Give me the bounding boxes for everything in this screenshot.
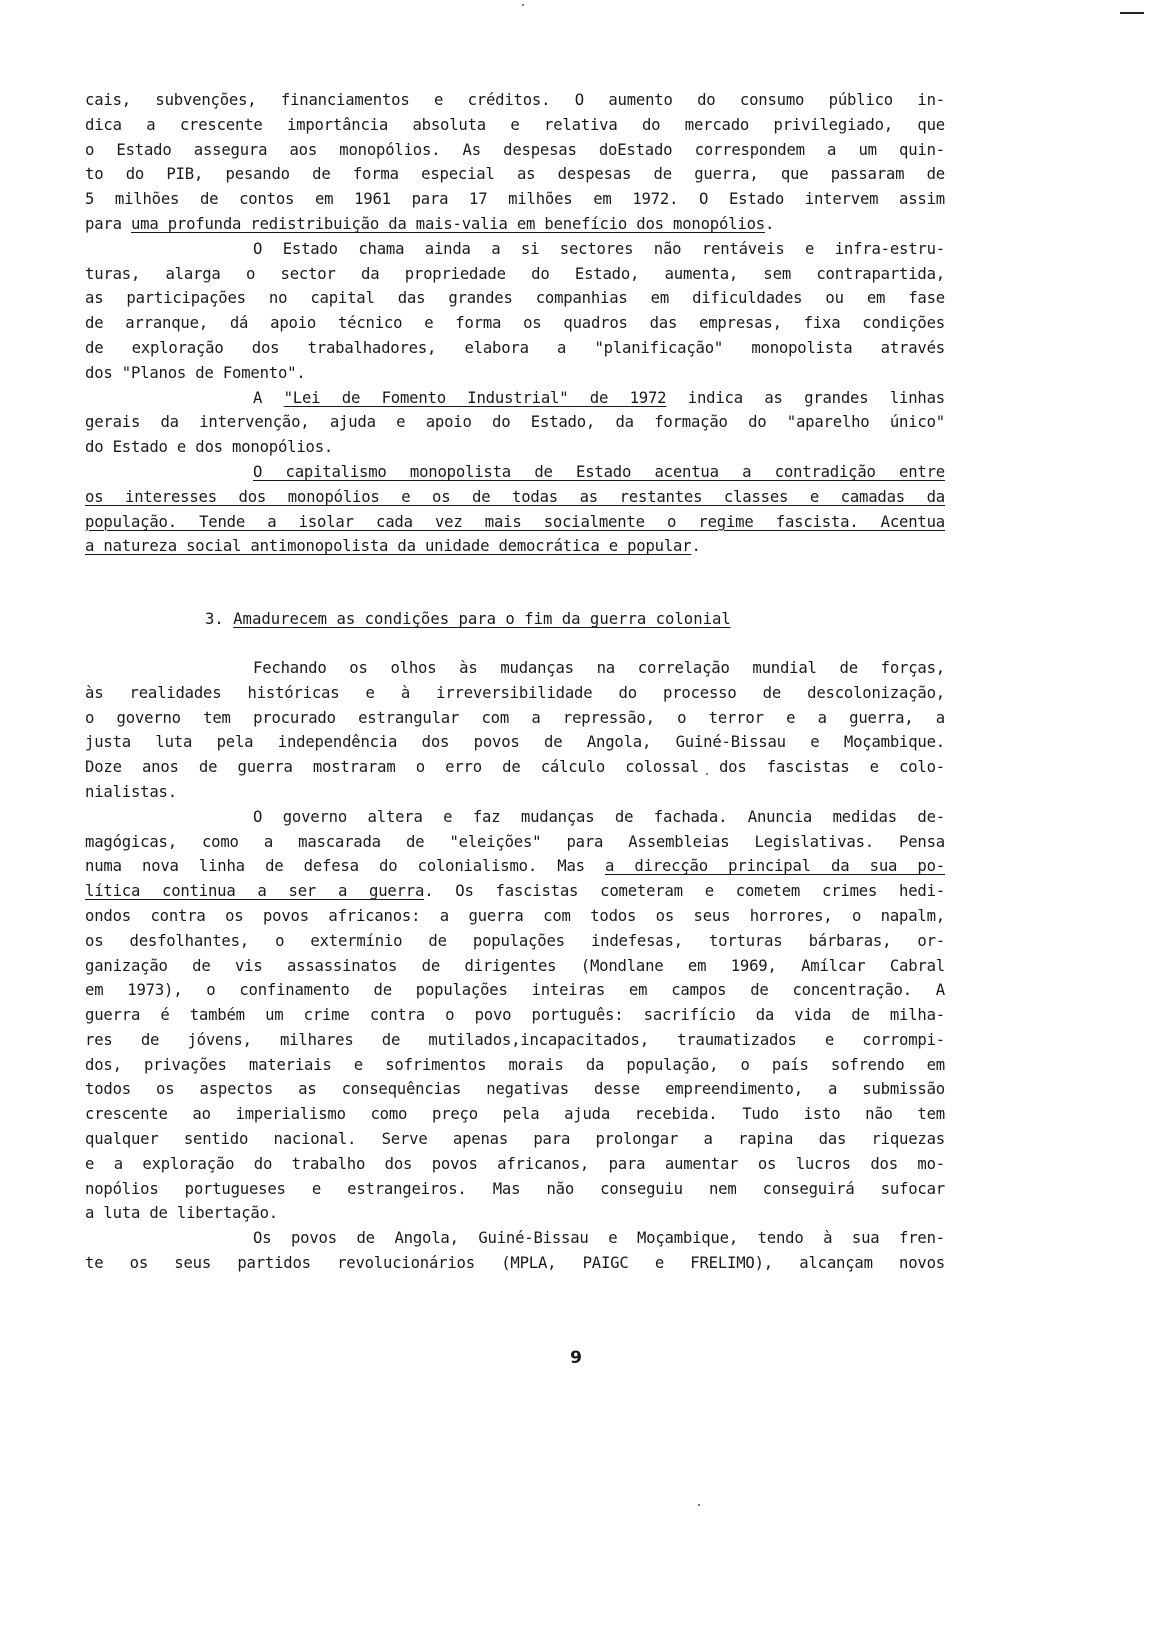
- underlined-text: uma profunda redistribuição da mais-valia em benefício dos monopólios: [130, 214, 765, 233]
- text-line: de arranque, dá apoio técnico e forma os quadros das empresas, fixa condições: [85, 314, 945, 333]
- text-segment: .: [764, 214, 775, 233]
- underlined-text: O capitalismo monopolista de Estado acentua a contradição entre: [253, 462, 945, 481]
- text-segment: para: [85, 214, 131, 233]
- section-number: 3.: [205, 610, 224, 629]
- text-line: às realidades históricas e à irreversibilidade do processo de descolonização,: [85, 683, 945, 702]
- text-line: magógicas, como a mascarada de "eleições" para Assembleias Legislativas. Pensa: [85, 832, 945, 851]
- text-line: ganização de vis assassinatos de dirigentes (Mondlane em 1969, Amílcar Cabral: [85, 956, 945, 975]
- text-segment: .: [691, 537, 701, 556]
- text-segment: . Os fascistas cometeram e cometem crimes hedi-: [424, 882, 945, 901]
- paragraph-1: [85, 88, 945, 237]
- text-line: do Estado e dos monopólios.: [85, 438, 334, 457]
- text-line: e a exploração do trabalho dos povos africanos, para aumentar os lucros dos mo-: [85, 1154, 945, 1173]
- text-line: [85, 510, 945, 535]
- text-line: 5 milhões de contos em 1961 para 17 milhões em 1972. O Estado intervem assim: [85, 190, 945, 209]
- text-line: [85, 879, 945, 904]
- paragraph-3: [85, 386, 945, 460]
- scan-speck: [522, 4, 524, 6]
- text-line: o Estado assegura aos monopólios. As despesas doEstado correspondem a um quin-: [85, 140, 945, 159]
- text-line: te os seus partidos revolucionários (MPLA, PAIGC e FRELIMO), alcançam novos: [85, 1254, 945, 1273]
- document-body: [85, 88, 945, 1276]
- underlined-text: "Lei de Fomento Industrial" de 1972: [283, 388, 667, 407]
- text-line: cais, subvenções, financiamentos e créditos. O aumento do consumo público in-: [85, 91, 945, 109]
- text-line: gerais da intervenção, ajuda e apoio do Estado, da formação do "aparelho único": [85, 413, 945, 432]
- paragraph-5: [85, 656, 945, 805]
- text-line: todos os aspectos as consequências negativas desse empreendimento, a submissão: [85, 1080, 945, 1099]
- text-line: de exploração dos trabalhadores, elabora a "planificação" monopolista através: [85, 338, 945, 357]
- text-line: a luta de libertação.: [85, 1204, 278, 1223]
- text-line: O governo altera e faz mudanças de fachada. Anuncia medidas de-: [253, 807, 945, 826]
- text-line: dica a crescente importância absoluta e relativa do mercado privilegiado, que: [85, 115, 945, 134]
- text-line: nopólios portugueses e estrangeiros. Mas não conseguiu nem conseguirá sufocar: [85, 1179, 945, 1198]
- text-line: Fechando os olhos às mudanças na correlação mundial de forças,: [253, 658, 945, 677]
- underlined-text: a direcção principal da sua po-: [605, 857, 945, 876]
- text-line: [85, 460, 945, 485]
- text-segment: A: [253, 388, 284, 407]
- underlined-text: população. Tende a isolar cada vez mais socialmente o regime fascista. Acentua: [85, 512, 945, 531]
- text-line: O Estado chama ainda a si sectores não rentáveis e infra-estru-: [253, 239, 945, 258]
- text-line: [85, 854, 945, 879]
- text-line: dos "Planos de Fomento".: [85, 363, 306, 382]
- text-line: qualquer sentido nacional. Serve apenas para prolongar a rapina das riquezas: [85, 1130, 945, 1149]
- text-line: [85, 485, 945, 510]
- underlined-text: lítica continua a ser a guerra: [85, 882, 425, 901]
- corner-scan-mark: [1120, 12, 1144, 14]
- paragraph-7: [85, 1226, 945, 1276]
- text-line: as participações no capital das grandes companhias em dificuldades ou em fase: [85, 289, 945, 308]
- text-line: em 1973), o confinamento de populações inteiras em campos de concentração. A: [85, 981, 945, 1000]
- text-line: [85, 534, 945, 559]
- text-line: dos, privações materiais e sofrimentos morais da população, o país sofrendo em: [85, 1055, 945, 1074]
- text-line: [85, 386, 945, 411]
- underlined-text: a natureza social antimonopolista da unidade democrática e popular: [85, 537, 692, 556]
- text-line: to do PIB, pesando de forma especial as despesas de guerra, que passaram de: [85, 165, 945, 184]
- text-line: Doze anos de guerra mostraram o erro de cálculo colossal dos fascistas e colo-: [85, 758, 945, 777]
- text-segment: indica as grandes linhas: [666, 388, 945, 407]
- text-line: guerra é também um crime contra o povo português: sacrifício da vida de milha-: [85, 1006, 945, 1025]
- page-number: 9: [570, 1348, 582, 1368]
- text-segment: numa nova linha de defesa do colonialismo. Mas: [85, 857, 606, 876]
- text-line: Os povos de Angola, Guiné-Bissau e Moçambique, tendo à sua fren-: [253, 1229, 945, 1248]
- text-line: crescente ao imperialismo como preço pela ajuda recebida. Tudo isto não tem: [85, 1105, 945, 1124]
- text-line: turas, alarga o sector da propriedade do Estado, aumenta, sem contrapartida,: [85, 264, 945, 283]
- scan-speck: [698, 1504, 700, 1506]
- paragraph-2: [85, 237, 945, 386]
- text-line: res de jóvens, milhares de mutilados,incapacitados, traumatizados e corrompi-: [85, 1030, 945, 1049]
- text-line: justa luta pela independência dos povos de Angola, Guiné-Bissau e Moçambique.: [85, 733, 945, 752]
- text-line: o governo tem procurado estrangular com a repressão, o terror e a guerra, a: [85, 708, 945, 727]
- text-line: ondos contra os povos africanos: a guerra com todos os seus horrores, o napalm,: [85, 906, 945, 925]
- paragraph-4: [85, 460, 945, 559]
- section-title: Amadurecem as condições para o fim da guerra colonial: [233, 610, 731, 629]
- text-line: os desfolhantes, o extermínio de populações indefesas, torturas bárbaras, or-: [85, 931, 945, 950]
- section-heading: [85, 607, 945, 632]
- paragraph-6: [85, 805, 945, 1227]
- text-line: nialistas.: [85, 782, 177, 801]
- text-line: [85, 212, 945, 237]
- underlined-text: os interesses dos monopólios e os de todas as restantes classes e camadas da: [85, 487, 945, 506]
